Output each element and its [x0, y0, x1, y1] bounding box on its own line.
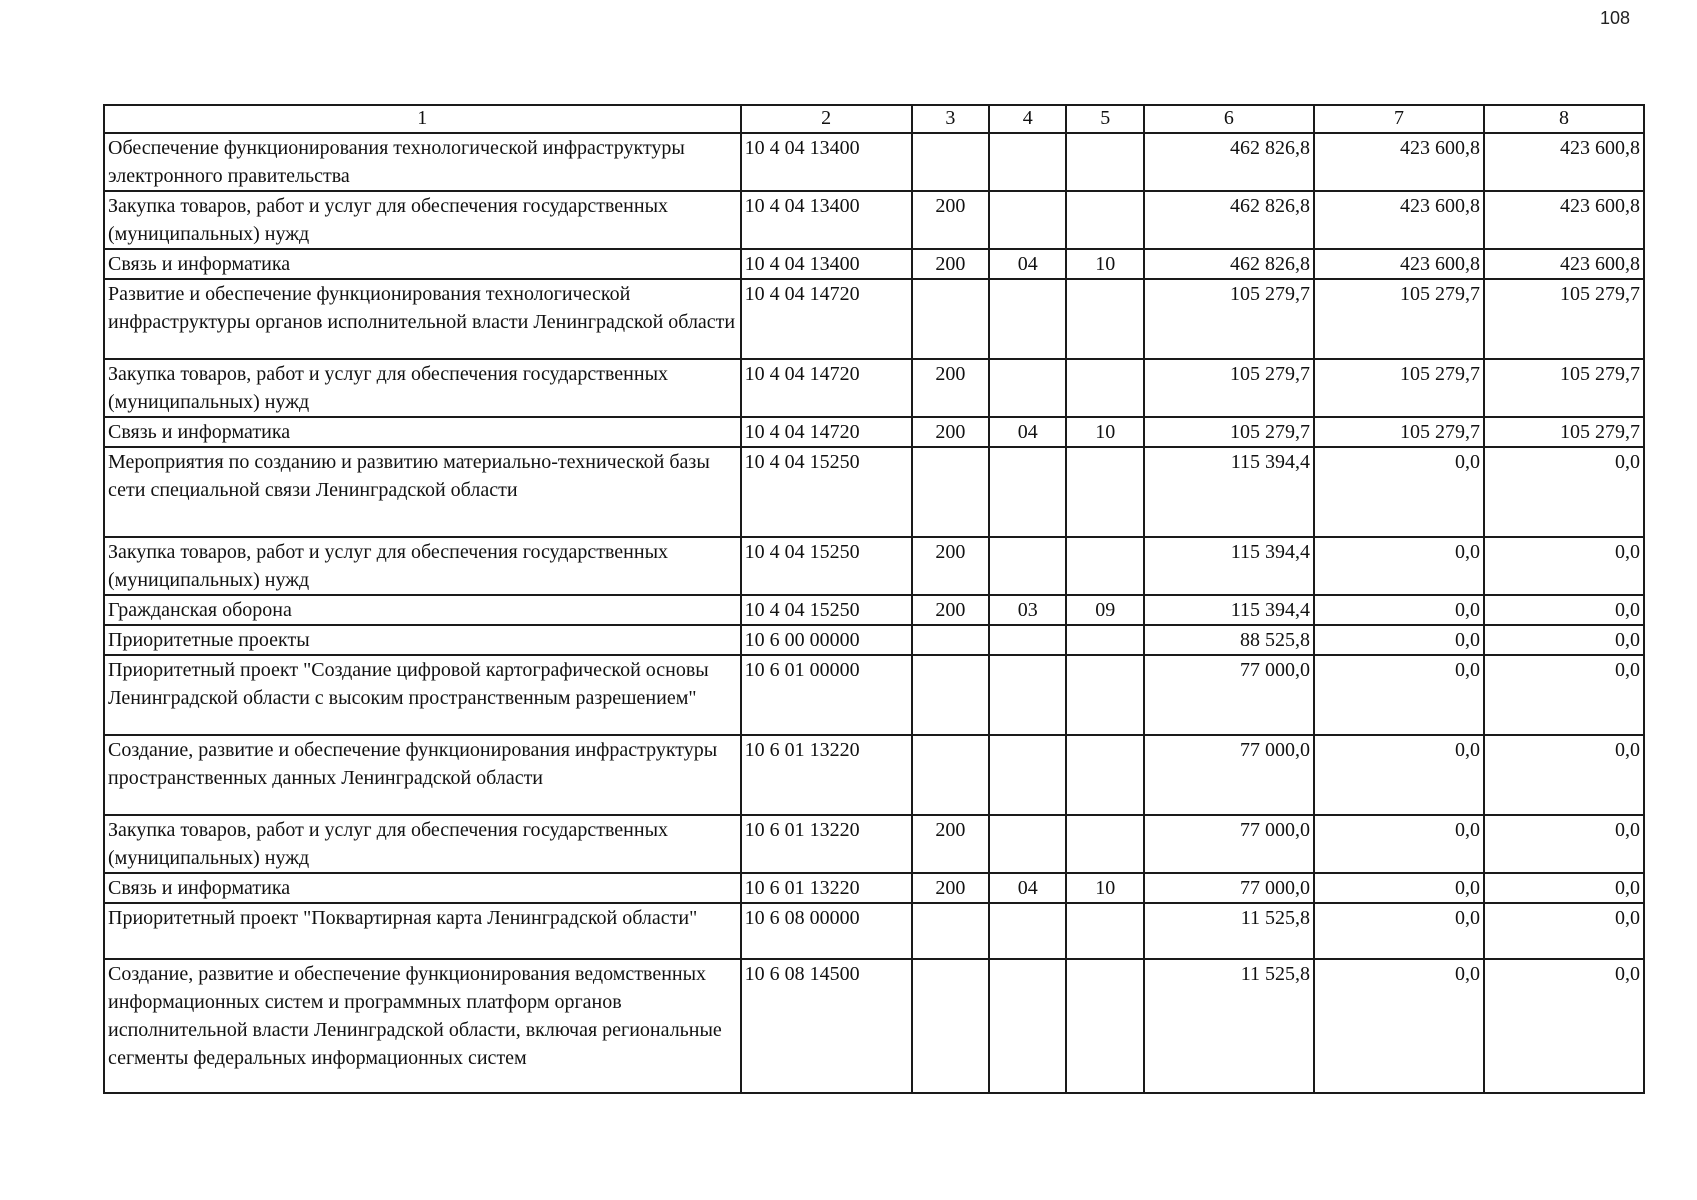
expense-type [912, 735, 989, 815]
amount-col7: 0,0 [1314, 873, 1484, 903]
amount-col8: 423 600,8 [1484, 133, 1644, 191]
table-body [104, 133, 1644, 1093]
table-row [104, 417, 1644, 447]
section-code [989, 903, 1066, 959]
item-name: Создание, развитие и обеспечение функционирования ведомственных информационных систем и программных платформ органов исполнительной власти Ленинградской области, включая региональные сегменты федеральных информационных систем [104, 959, 741, 1093]
amount-col6: 462 826,8 [1144, 133, 1314, 191]
amount-col8: 0,0 [1484, 873, 1644, 903]
item-name: Закупка товаров, работ и услуг для обеспечения государственных (муниципальных) нужд [104, 815, 741, 873]
target-code: 10 4 04 13400 [741, 249, 912, 279]
amount-col7: 423 600,8 [1314, 249, 1484, 279]
expense-type [912, 279, 989, 359]
item-name: Создание, развитие и обеспечение функционирования инфраструктуры пространственных данных Ленинградской области [104, 735, 741, 815]
item-name: Приоритетный проект "Поквартирная карта Ленинградской области" [104, 903, 741, 959]
amount-col6: 115 394,4 [1144, 595, 1314, 625]
table-row [104, 903, 1644, 959]
section-code [989, 359, 1066, 417]
subsection-code [1066, 903, 1143, 959]
table-row [104, 537, 1644, 595]
table-row [104, 959, 1644, 1093]
subsection-code [1066, 359, 1143, 417]
expense-type: 200 [912, 595, 989, 625]
table-row [104, 815, 1644, 873]
amount-col8: 0,0 [1484, 815, 1644, 873]
amount-col7: 105 279,7 [1314, 279, 1484, 359]
target-code: 10 4 04 15250 [741, 537, 912, 595]
target-code: 10 4 04 14720 [741, 417, 912, 447]
subsection-code [1066, 191, 1143, 249]
amount-col6: 11 525,8 [1144, 903, 1314, 959]
subsection-code: 10 [1066, 417, 1143, 447]
expense-type [912, 625, 989, 655]
item-name: Закупка товаров, работ и услуг для обеспечения государственных (муниципальных) нужд [104, 537, 741, 595]
amount-col7: 0,0 [1314, 537, 1484, 595]
target-code: 10 4 04 13400 [741, 191, 912, 249]
subsection-code [1066, 537, 1143, 595]
amount-col6: 115 394,4 [1144, 447, 1314, 537]
target-code: 10 4 04 13400 [741, 133, 912, 191]
expense-type [912, 655, 989, 735]
amount-col8: 0,0 [1484, 735, 1644, 815]
item-name: Связь и информатика [104, 249, 741, 279]
amount-col6: 115 394,4 [1144, 537, 1314, 595]
expense-type [912, 959, 989, 1093]
amount-col6: 11 525,8 [1144, 959, 1314, 1093]
amount-col7: 423 600,8 [1314, 133, 1484, 191]
column-header: 1 [104, 105, 741, 133]
budget-table [103, 104, 1645, 1094]
subsection-code [1066, 447, 1143, 537]
amount-col7: 0,0 [1314, 625, 1484, 655]
item-name: Закупка товаров, работ и услуг для обеспечения государственных (муниципальных) нужд [104, 191, 741, 249]
item-name: Мероприятия по созданию и развитию материально-технической базы сети специальной связи Ленинградской области [104, 447, 741, 537]
amount-col6: 88 525,8 [1144, 625, 1314, 655]
amount-col6: 77 000,0 [1144, 873, 1314, 903]
target-code: 10 4 04 15250 [741, 447, 912, 537]
section-code: 04 [989, 873, 1066, 903]
amount-col6: 462 826,8 [1144, 191, 1314, 249]
amount-col8: 0,0 [1484, 537, 1644, 595]
column-header: 6 [1144, 105, 1314, 133]
table-row [104, 873, 1644, 903]
item-name: Связь и информатика [104, 873, 741, 903]
subsection-code [1066, 735, 1143, 815]
page-number: 108 [1600, 8, 1631, 28]
item-name: Связь и информатика [104, 417, 741, 447]
expense-type: 200 [912, 537, 989, 595]
amount-col8: 0,0 [1484, 595, 1644, 625]
column-number-row [104, 105, 1644, 133]
table-row [104, 279, 1644, 359]
section-code [989, 191, 1066, 249]
table-row [104, 133, 1644, 191]
expense-type [912, 133, 989, 191]
table-row [104, 191, 1644, 249]
expense-type: 200 [912, 873, 989, 903]
amount-col7: 0,0 [1314, 815, 1484, 873]
target-code: 10 6 01 13220 [741, 873, 912, 903]
item-name: Гражданская оборона [104, 595, 741, 625]
amount-col8: 0,0 [1484, 625, 1644, 655]
subsection-code: 10 [1066, 873, 1143, 903]
section-code: 04 [989, 249, 1066, 279]
expense-type: 200 [912, 249, 989, 279]
amount-col8: 0,0 [1484, 447, 1644, 537]
amount-col7: 0,0 [1314, 447, 1484, 537]
section-code [989, 279, 1066, 359]
amount-col8: 105 279,7 [1484, 279, 1644, 359]
target-code: 10 6 01 00000 [741, 655, 912, 735]
subsection-code: 10 [1066, 249, 1143, 279]
column-header: 4 [989, 105, 1066, 133]
expense-type [912, 903, 989, 959]
section-code [989, 655, 1066, 735]
target-code: 10 4 04 14720 [741, 359, 912, 417]
section-code [989, 133, 1066, 191]
expense-type: 200 [912, 417, 989, 447]
amount-col6: 105 279,7 [1144, 359, 1314, 417]
amount-col8: 423 600,8 [1484, 191, 1644, 249]
amount-col7: 0,0 [1314, 655, 1484, 735]
subsection-code [1066, 133, 1143, 191]
amount-col8: 0,0 [1484, 903, 1644, 959]
subsection-code [1066, 655, 1143, 735]
amount-col8: 105 279,7 [1484, 417, 1644, 447]
subsection-code [1066, 279, 1143, 359]
table-row [104, 655, 1644, 735]
subsection-code: 09 [1066, 595, 1143, 625]
expense-type: 200 [912, 359, 989, 417]
amount-col7: 0,0 [1314, 735, 1484, 815]
target-code: 10 6 01 13220 [741, 815, 912, 873]
item-name: Приоритетный проект "Создание цифровой картографической основы Ленинградской области с высоким пространственным разрешением" [104, 655, 741, 735]
amount-col7: 0,0 [1314, 959, 1484, 1093]
amount-col6: 462 826,8 [1144, 249, 1314, 279]
section-code [989, 625, 1066, 655]
target-code: 10 6 08 00000 [741, 903, 912, 959]
expense-type: 200 [912, 191, 989, 249]
amount-col6: 77 000,0 [1144, 735, 1314, 815]
amount-col8: 105 279,7 [1484, 359, 1644, 417]
column-header: 2 [741, 105, 912, 133]
section-code [989, 815, 1066, 873]
expense-type: 200 [912, 815, 989, 873]
table-row [104, 359, 1644, 417]
target-code: 10 6 01 13220 [741, 735, 912, 815]
amount-col8: 423 600,8 [1484, 249, 1644, 279]
item-name: Развитие и обеспечение функционирования технологической инфраструктуры органов исполнительной власти Ленинградской области [104, 279, 741, 359]
amount-col6: 105 279,7 [1144, 279, 1314, 359]
amount-col7: 0,0 [1314, 903, 1484, 959]
amount-col7: 423 600,8 [1314, 191, 1484, 249]
amount-col7: 105 279,7 [1314, 359, 1484, 417]
table-row [104, 625, 1644, 655]
table-row [104, 595, 1644, 625]
subsection-code [1066, 625, 1143, 655]
table-row [104, 249, 1644, 279]
item-name: Закупка товаров, работ и услуг для обеспечения государственных (муниципальных) нужд [104, 359, 741, 417]
amount-col8: 0,0 [1484, 959, 1644, 1093]
subsection-code [1066, 815, 1143, 873]
section-code: 03 [989, 595, 1066, 625]
table-row [104, 735, 1644, 815]
item-name: Обеспечение функционирования технологической инфраструктуры электронного правительства [104, 133, 741, 191]
target-code: 10 6 08 14500 [741, 959, 912, 1093]
item-name: Приоритетные проекты [104, 625, 741, 655]
expense-type [912, 447, 989, 537]
target-code: 10 4 04 14720 [741, 279, 912, 359]
table-row [104, 447, 1644, 537]
column-header: 8 [1484, 105, 1644, 133]
target-code: 10 6 00 00000 [741, 625, 912, 655]
amount-col7: 0,0 [1314, 595, 1484, 625]
section-code [989, 735, 1066, 815]
amount-col6: 105 279,7 [1144, 417, 1314, 447]
column-header: 7 [1314, 105, 1484, 133]
column-header: 3 [912, 105, 989, 133]
amount-col6: 77 000,0 [1144, 815, 1314, 873]
amount-col6: 77 000,0 [1144, 655, 1314, 735]
subsection-code [1066, 959, 1143, 1093]
section-code [989, 447, 1066, 537]
column-header: 5 [1066, 105, 1143, 133]
amount-col8: 0,0 [1484, 655, 1644, 735]
section-code: 04 [989, 417, 1066, 447]
section-code [989, 537, 1066, 595]
target-code: 10 4 04 15250 [741, 595, 912, 625]
amount-col7: 105 279,7 [1314, 417, 1484, 447]
section-code [989, 959, 1066, 1093]
